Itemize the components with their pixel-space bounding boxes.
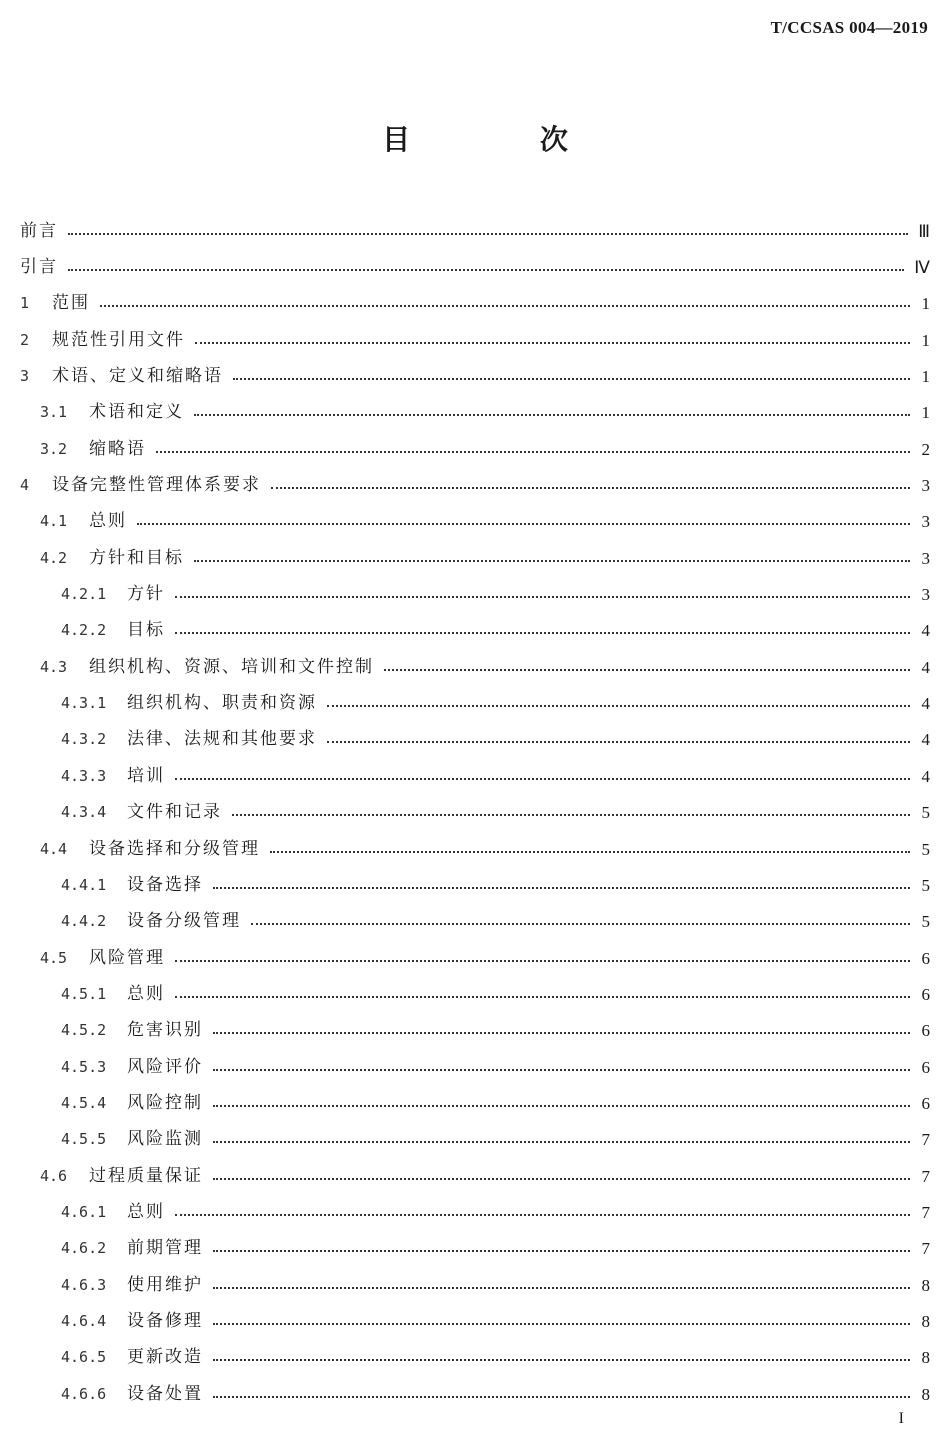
toc-entry[interactable]: [20, 1085, 930, 1121]
toc-entry-title: 引言: [20, 257, 58, 278]
toc-entry-title: 术语和定义: [89, 402, 184, 423]
dot-leader: [213, 1140, 910, 1143]
toc-entry-number: 4.2: [40, 548, 68, 567]
toc-entry[interactable]: [20, 1231, 930, 1267]
dot-leader: [213, 1104, 910, 1107]
page-number: I: [898, 1410, 904, 1427]
toc-entry-number: 4.4.2: [61, 912, 107, 931]
toc-entry-number: 4.1: [40, 512, 68, 531]
toc-entry-page: 1: [921, 367, 930, 387]
dot-leader: [213, 1177, 910, 1180]
toc-entry-number: 4.6: [40, 1166, 68, 1185]
toc-entry-number: 4.6.6: [61, 1384, 107, 1403]
toc-entry-title: 风险管理: [89, 947, 165, 968]
dot-leader: [233, 377, 910, 380]
toc-entry-title: 设备分级管理: [127, 911, 241, 932]
toc-entry-number: 4.2.1: [61, 585, 107, 604]
dot-leader: [213, 1358, 910, 1361]
toc-entry-page: 6: [921, 1057, 930, 1077]
dot-leader: [213, 886, 910, 889]
toc-entry-number: 4.6.4: [61, 1311, 107, 1330]
toc-entry-number: 4.5.2: [61, 1021, 107, 1040]
toc-entry-number: 4.3.1: [61, 694, 107, 713]
toc-entry[interactable]: [20, 867, 930, 903]
dot-leader: [68, 268, 904, 271]
toc-entry[interactable]: [20, 1267, 930, 1303]
dot-leader: [271, 486, 910, 489]
toc-entry[interactable]: [20, 831, 930, 867]
toc-entry-page: 5: [921, 875, 930, 895]
toc-entry-title: 风险监测: [127, 1129, 203, 1150]
toc-entry-page: 6: [921, 1093, 930, 1113]
dot-leader: [270, 850, 910, 853]
dot-leader: [175, 959, 910, 962]
toc-entry-title: 组织机构、职责和资源: [127, 693, 317, 714]
dot-leader: [68, 232, 908, 235]
toc-entry-title: 更新改造: [127, 1347, 203, 1368]
dot-leader: [213, 1395, 910, 1398]
toc-entry[interactable]: [20, 722, 930, 758]
dot-leader: [327, 704, 910, 707]
toc-entry-title: 目标: [127, 620, 165, 641]
toc-entry-page: 8: [921, 1311, 930, 1331]
dot-leader: [327, 740, 910, 743]
toc-entry-number: 4.5.1: [61, 984, 107, 1003]
toc-entry-number: 4.4: [40, 839, 68, 858]
toc-entry[interactable]: [20, 249, 930, 285]
toc-entry-page: 4: [921, 694, 930, 714]
toc-entry-page: 5: [921, 803, 930, 823]
toc-entry-number: 3: [20, 367, 30, 386]
toc-entry-page: 3: [921, 548, 930, 568]
toc-entry-title: 危害识别: [127, 1020, 203, 1041]
toc-entry-title: 使用维护: [127, 1274, 203, 1295]
toc-entry-number: 2: [20, 330, 30, 349]
dot-leader: [213, 1249, 910, 1252]
dot-leader: [100, 304, 910, 307]
toc-entry[interactable]: [20, 1376, 930, 1412]
toc-entry-page: 3: [921, 476, 930, 496]
dot-leader: [156, 450, 910, 453]
toc-entry-page: 5: [921, 912, 930, 932]
toc-entry-title: 前言: [20, 220, 58, 241]
toc-entry-page: 4: [921, 657, 930, 677]
toc-entry[interactable]: [20, 504, 930, 540]
toc-entry[interactable]: [20, 685, 930, 721]
toc-entry-number: 4.2.2: [61, 621, 107, 640]
toc-entry-number: 4.5.5: [61, 1130, 107, 1149]
page-title: 目 次: [382, 123, 628, 156]
dot-leader: [213, 1068, 910, 1071]
toc-entry-title: 设备完整性管理体系要求: [52, 475, 261, 496]
toc-entry[interactable]: [20, 1340, 930, 1376]
toc-entry-title: 总则: [89, 511, 127, 532]
toc-entry-page: 1: [921, 403, 930, 423]
toc-entry-page: 4: [921, 621, 930, 641]
dot-leader: [213, 1322, 910, 1325]
dot-leader: [137, 522, 910, 525]
toc-entry-number: 4.3.3: [61, 766, 107, 785]
toc-entry[interactable]: [20, 1013, 930, 1049]
toc-entry-page: 8: [921, 1348, 930, 1368]
dot-leader: [232, 813, 910, 816]
toc-entry-number: 4.5: [40, 948, 68, 967]
toc-entry[interactable]: [20, 1122, 930, 1158]
toc-entry-title: 总则: [127, 983, 165, 1004]
toc-entry-title: 方针和目标: [89, 547, 184, 568]
toc-entry-title: 术语、定义和缩略语: [52, 366, 223, 387]
toc-entry[interactable]: [20, 1303, 930, 1339]
toc-entry-number: 4.6.5: [61, 1348, 107, 1367]
toc-entry-page: 8: [921, 1384, 930, 1404]
dot-leader: [175, 1213, 910, 1216]
toc-entry-page: 3: [921, 585, 930, 605]
toc-entry-page: 8: [921, 1275, 930, 1295]
toc-entry[interactable]: [20, 540, 930, 576]
dot-leader: [251, 922, 910, 925]
toc-entry-number: 3.2: [40, 439, 68, 458]
toc-entry-page: 5: [921, 839, 930, 859]
toc-entry-page: Ⅲ: [918, 221, 930, 241]
toc-entry-title: 缩略语: [89, 438, 146, 459]
toc-entry-page: 6: [921, 984, 930, 1004]
toc-entry-number: 4.6.1: [61, 1202, 107, 1221]
toc-entry-number: 4.4.1: [61, 875, 107, 894]
toc-entry-title: 规范性引用文件: [52, 329, 185, 350]
toc-entry-number: 4.3.2: [61, 730, 107, 749]
toc-entry-title: 范围: [52, 293, 90, 314]
toc-entry[interactable]: [20, 976, 930, 1012]
toc-entry-page: 1: [921, 330, 930, 350]
toc-entry-title: 过程质量保证: [89, 1165, 203, 1186]
dot-leader: [194, 413, 910, 416]
toc-entry[interactable]: [20, 904, 930, 940]
toc-entry-title: 设备选择: [127, 874, 203, 895]
dot-leader: [175, 995, 910, 998]
dot-leader: [175, 631, 910, 634]
toc-entry-number: 4.5.4: [61, 1093, 107, 1112]
dot-leader: [213, 1286, 910, 1289]
toc-entry[interactable]: [20, 358, 930, 394]
toc-entry-title: 设备选择和分级管理: [89, 838, 260, 859]
toc-entry[interactable]: [20, 1049, 930, 1085]
toc-entry-number: 4.5.3: [61, 1057, 107, 1076]
toc-entry[interactable]: [20, 758, 930, 794]
dot-leader: [195, 341, 910, 344]
dot-leader: [384, 668, 910, 671]
dot-leader: [175, 777, 910, 780]
toc-entry-page: 6: [921, 1021, 930, 1041]
toc-entry[interactable]: [20, 467, 930, 503]
toc-entry-title: 培训: [127, 765, 165, 786]
toc-entry[interactable]: [20, 940, 930, 976]
toc-entry-page: 1: [921, 294, 930, 314]
toc-entry[interactable]: [20, 795, 930, 831]
toc-entry-number: 4.3: [40, 657, 68, 676]
dot-leader: [213, 1031, 910, 1034]
toc-entry-title: 前期管理: [127, 1238, 203, 1259]
toc-entry-title: 法律、法规和其他要求: [127, 729, 317, 750]
toc-entry[interactable]: [20, 1158, 930, 1194]
toc-entry-title: 风险控制: [127, 1092, 203, 1113]
toc-entry-number: 4.3.4: [61, 803, 107, 822]
toc-entry[interactable]: [20, 322, 930, 358]
toc-entry-page: 6: [921, 948, 930, 968]
dot-leader: [175, 595, 910, 598]
toc-entry-page: Ⅳ: [914, 258, 930, 278]
toc-entry-title: 设备处置: [127, 1383, 203, 1404]
toc-entry-page: 7: [921, 1202, 930, 1222]
toc-entry-page: 7: [921, 1130, 930, 1150]
toc-entry-title: 设备修理: [127, 1310, 203, 1331]
toc-entry-page: 7: [921, 1239, 930, 1259]
dot-leader: [194, 559, 910, 562]
toc-entry[interactable]: [20, 213, 930, 249]
toc-entry-number: 4.6.2: [61, 1239, 107, 1258]
toc-entry-page: 4: [921, 766, 930, 786]
toc-entry-page: 4: [921, 730, 930, 750]
toc-entry-page: 7: [921, 1166, 930, 1186]
toc-entry-title: 风险评价: [127, 1056, 203, 1077]
toc-entry-number: 4.6.3: [61, 1275, 107, 1294]
toc-entry-title: 方针: [127, 584, 165, 605]
toc-entry[interactable]: [20, 431, 930, 467]
toc-entry[interactable]: [20, 286, 930, 322]
toc-entry[interactable]: [20, 395, 930, 431]
toc-entry[interactable]: [20, 613, 930, 649]
toc-entry[interactable]: [20, 1194, 930, 1230]
toc-entry-page: 3: [921, 512, 930, 532]
toc-entry-number: 4: [20, 476, 30, 495]
table-of-contents: [20, 213, 930, 1412]
toc-entry-title: 组织机构、资源、培训和文件控制: [89, 656, 374, 677]
document-code: T/CCSAS 004—2019: [770, 18, 928, 37]
toc-entry-title: 文件和记录: [127, 802, 222, 823]
toc-entry-number: 1: [20, 294, 30, 313]
toc-entry[interactable]: [20, 576, 930, 612]
toc-entry-number: 3.1: [40, 403, 68, 422]
toc-entry[interactable]: [20, 649, 930, 685]
toc-entry-page: 2: [921, 439, 930, 459]
toc-entry-title: 总则: [127, 1201, 165, 1222]
